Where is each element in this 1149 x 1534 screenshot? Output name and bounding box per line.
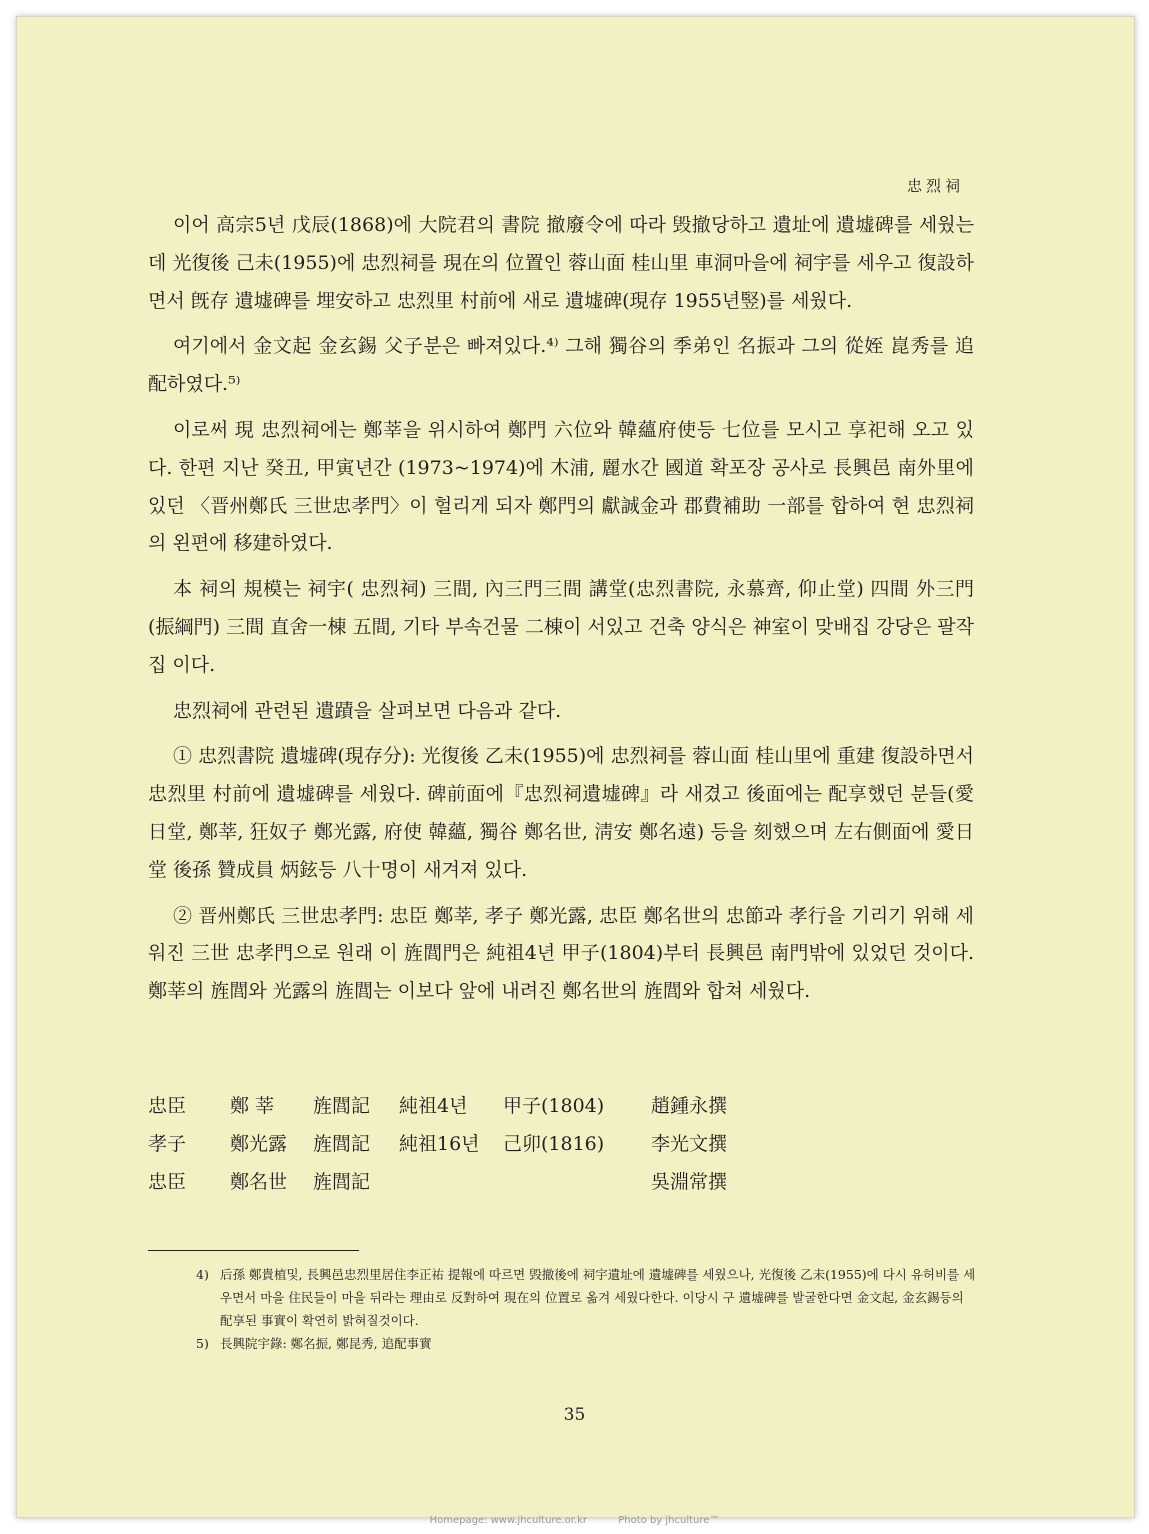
- body-text: [148, 207, 974, 1019]
- paragraph: 여기에서 金文起 金玄錫 父子분은 빠져있다.⁴⁾ 그해 獨谷의 季弟인 名振과 그의 從姪 崑秀를 追配하였다.⁵⁾: [148, 335, 974, 396]
- footnotes: [196, 1263, 976, 1355]
- paragraph: ① 忠烈書院 遺墟碑(現存分): 光復後 乙未(1955)에 忠烈祠를 蓉山面 桂山里에 重建 復設하면서 忠烈里 村前에 遺墟碑를 세웠다. 碑前面에『忠烈祠遺墟碑』라 새겼고 後面에는 配享했던 분들(愛日堂, 鄭莘, 狂奴子 鄭光露, 府使 韓蘊, 獨谷 鄭名世, 淸安 鄭名遠) 등을 刻했으며 左右側面에 愛日堂 後孫 贊成員 炳鉉등 八十명이 새겨져 있다.: [148, 745, 974, 881]
- record-author: 李光文撰: [651, 1132, 728, 1155]
- record-row: [148, 1123, 848, 1161]
- paragraph: 이어 高宗5년 戊辰(1868)에 大院君의 書院 撤廢令에 따라 毁撤당하고 遺址에 遺墟碑를 세웠는데 光復後 己未(1955)에 忠烈祠를 現在의 位置인 蓉山面 桂山里 車洞마을에 祠宇를 세우고 復設하면서 旣存 遺墟碑를 埋安하고 忠烈里 村前에 새로 遺墟碑(現存 1955년竪)를 세웠다.: [148, 214, 974, 312]
- record-title: 孝子: [148, 1132, 187, 1155]
- paragraph: 忠烈祠에 관련된 遺蹟을 살펴보면 다음과 같다.: [173, 699, 562, 722]
- record-year: 甲子(1804): [503, 1094, 605, 1117]
- record-name: 鄭光露: [230, 1132, 288, 1155]
- record-doc: 旌閭記: [313, 1094, 371, 1117]
- record-row: [148, 1085, 848, 1123]
- record-year: 己卯(1816): [503, 1132, 605, 1155]
- page-number: 35: [563, 1405, 586, 1425]
- record-title: 忠臣: [148, 1094, 187, 1117]
- paragraph: ② 晋州鄭氏 三世忠孝門: 忠臣 鄭莘, 孝子 鄭光露, 忠臣 鄭名世의 忠節과 孝行을 기리기 위해 세워진 三世 忠孝門으로 원래 이 旌閭門은 純祖4년 甲子(1804)부터 長興邑 南門밖에 있었던 것이다. 鄭莘의 旌閭와 光露의 旌閭는 이보다 앞에 내려진 鄭名世의 旌閭와 합쳐 세웠다.: [148, 904, 974, 1003]
- record-table: [148, 1085, 848, 1199]
- record-reign: 純祖4년: [399, 1094, 468, 1117]
- footnote-divider: [148, 1250, 359, 1251]
- homepage-credit: Homepage: www.jhculture.or.kr: [429, 1515, 588, 1526]
- record-doc: 旌閭記: [313, 1132, 371, 1155]
- photo-by-credit: Photo by jhculture™: [618, 1515, 720, 1526]
- record-author: 吳淵常撰: [651, 1170, 728, 1193]
- record-title: 忠臣: [148, 1170, 187, 1193]
- running-head: 忠烈祠: [906, 177, 964, 195]
- footnote-number: 4): [196, 1267, 209, 1282]
- photo-credit: [0, 1515, 1149, 1526]
- record-name: 鄭 莘: [230, 1094, 275, 1117]
- record-name: 鄭名世: [230, 1170, 288, 1193]
- footnote-text: 長興院宇錄: 鄭名振, 鄭昆秀, 追配事實: [220, 1336, 432, 1351]
- record-row: [148, 1161, 848, 1199]
- footnote: [196, 1332, 976, 1355]
- paragraph: 이로써 現 忠烈祠에는 鄭莘을 위시하여 鄭門 六位와 韓蘊府使등 七位를 모시고 享祀해 오고 있다. 한편 지난 癸丑, 甲寅년간 (1973~1974)에 木浦, 麗水간 國道 확포장 공사로 長興邑 南外里에 있던 〈晋州鄭氏 三世忠孝門〉이 헐리게 되자 鄭門의 獻誠金과 郡費補助 一部를 합하여 현 忠烈祠의 왼편에 移建하였다.: [148, 418, 974, 555]
- footnote-text: 后孫 鄭貴植및, 長興邑忠烈里居住李正祐 提報에 따르면 毁撤後에 祠宇遺址에 遺墟碑를 세웠으나, 光復後 乙未(1955)에 다시 유허비를 세우면서 마을 住民들이 마을 뒤라는 理由로 反對하여 現在의 位置로 옮겨 세웠다한다. 이당시 구 遺墟碑를 발굴한다면 金文起, 金玄錫등의 配享된 事實이 확연히 밝혀질것이다.: [220, 1267, 976, 1328]
- record-doc: 旌閭記: [313, 1170, 371, 1193]
- paragraph: 本 祠의 規模는 祠宇( 忠烈祠) 三間, 內三門三間 講堂(忠烈書院, 永慕齊, 仰止堂) 四間 外三門(振綱門) 三間 直舍一棟 五間, 기타 부속건물 二棟이 서있고 건축 양식은 神室이 맞배집 강당은 팔작집 이다.: [148, 578, 974, 676]
- footnote-number: 5): [196, 1336, 209, 1351]
- record-author: 趙鍾永撰: [651, 1094, 728, 1117]
- record-reign: 純祖16년: [399, 1132, 480, 1155]
- footnote: [196, 1263, 976, 1332]
